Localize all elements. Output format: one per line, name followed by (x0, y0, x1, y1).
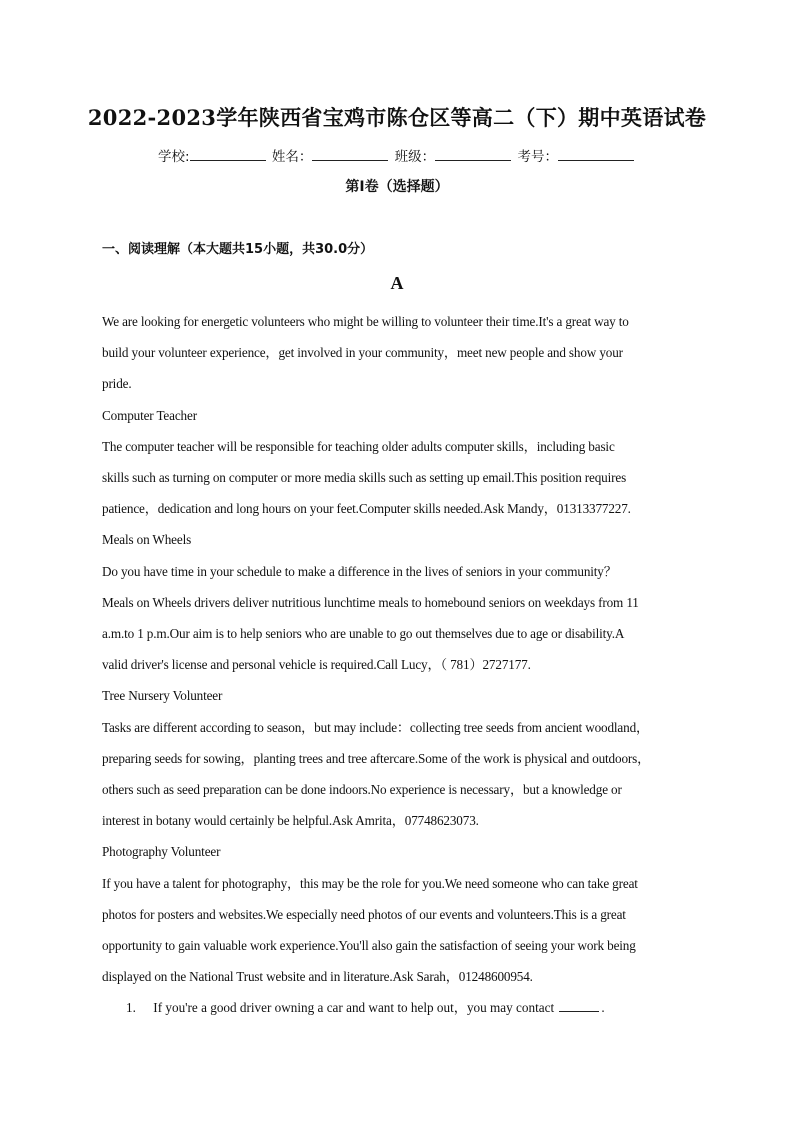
passage-label: A (390, 273, 404, 293)
school-blank[interactable] (190, 148, 266, 161)
passage-line: displayed on the National Trust website and in literature.Ask Sarah，01248600954. (102, 969, 533, 985)
passage-line: opportunity to gain valuable work experience.You'll also gain the satisfaction of seeing your work being (102, 938, 636, 954)
school-label: 学校: (158, 149, 190, 165)
exam-number-label: 考号： (517, 149, 558, 165)
passage-line: build your volunteer experience，get involved in your community，meet new people and show your (102, 345, 623, 361)
passage-line: skills such as turning on computer or more media skills such as setting up email.This position requires (102, 470, 627, 486)
question-number: 1. (126, 1000, 136, 1015)
passage-line: Do you have time in your schedule to make a difference in the lives of seniors in your community？ (102, 563, 617, 579)
passage-line: The computer teacher will be responsible for teaching older adults computer skills，including basic (102, 438, 615, 454)
passage-body (102, 306, 702, 992)
volume-heading: 第I卷（选择题） (345, 179, 449, 195)
passage-line: photos for posters and websites.We especially need photos of our events and volunteers.This is a great (102, 906, 626, 922)
passage-line: Tasks are different according to season，but may include：collecting tree seeds from ancient woodland， (102, 719, 650, 735)
passage-line: interest in botany would certainly be helpful.Ask Amrita，07748623073. (102, 813, 479, 829)
question-text: If you're a good driver owning a car and want to help out，you may contact (153, 1000, 555, 1015)
passage-line: We are looking for energetic volunteers who might be willing to volunteer their time.It's a great way to (102, 314, 629, 329)
class-blank[interactable] (435, 148, 511, 161)
job-title-tree-nursery: Tree Nursery Volunteer (102, 688, 223, 704)
job-title-meals-on-wheels: Meals on Wheels (102, 532, 192, 548)
job-title-computer-teacher: Computer Teacher (102, 407, 197, 423)
passage-line: If you have a talent for photography，this may be the role for you.We need someone who can take great (102, 875, 638, 891)
class-label: 班级： (394, 149, 436, 165)
question-item (126, 992, 605, 1023)
exam-number-blank[interactable] (558, 148, 634, 161)
passage-line: patience，dedication and long hours on your feet.Computer skills needed.Ask Mandy，01313377227. (102, 501, 631, 517)
name-label: 姓名： (271, 149, 313, 165)
passage-line: a.m.to 1 p.m.Our aim is to help seniors who are unable to go out themselves due to age or disability.A (102, 626, 625, 642)
question-suffix: . (601, 1000, 605, 1015)
passage-line: preparing seeds for sowing，planting trees and tree aftercare.Some of the work is physical and outdoors， (102, 750, 651, 766)
passage-line: Meals on Wheels drivers deliver nutritious lunchtime meals to homebound seniors on weekdays from 11 (102, 594, 639, 610)
passage-line: others such as seed preparation can be done indoors.No experience is necessary，but a knowledge or (102, 782, 622, 798)
section-heading: 一、阅读理解（本大题共15小题，共30.0分） (102, 242, 374, 257)
passage-line: pride. (102, 376, 132, 392)
exam-title: 2022-2023学年陕西省宝鸡市陈仓区等高二（下）期中英语试卷 (87, 105, 707, 130)
student-info-line (0, 145, 794, 165)
answer-blank[interactable] (559, 999, 599, 1012)
passage-line: valid driver's license and personal vehicle is required.Call Lucy，（ 781）2727177. (102, 657, 531, 673)
job-title-photography: Photography Volunteer (102, 844, 221, 860)
name-blank[interactable] (312, 148, 388, 161)
